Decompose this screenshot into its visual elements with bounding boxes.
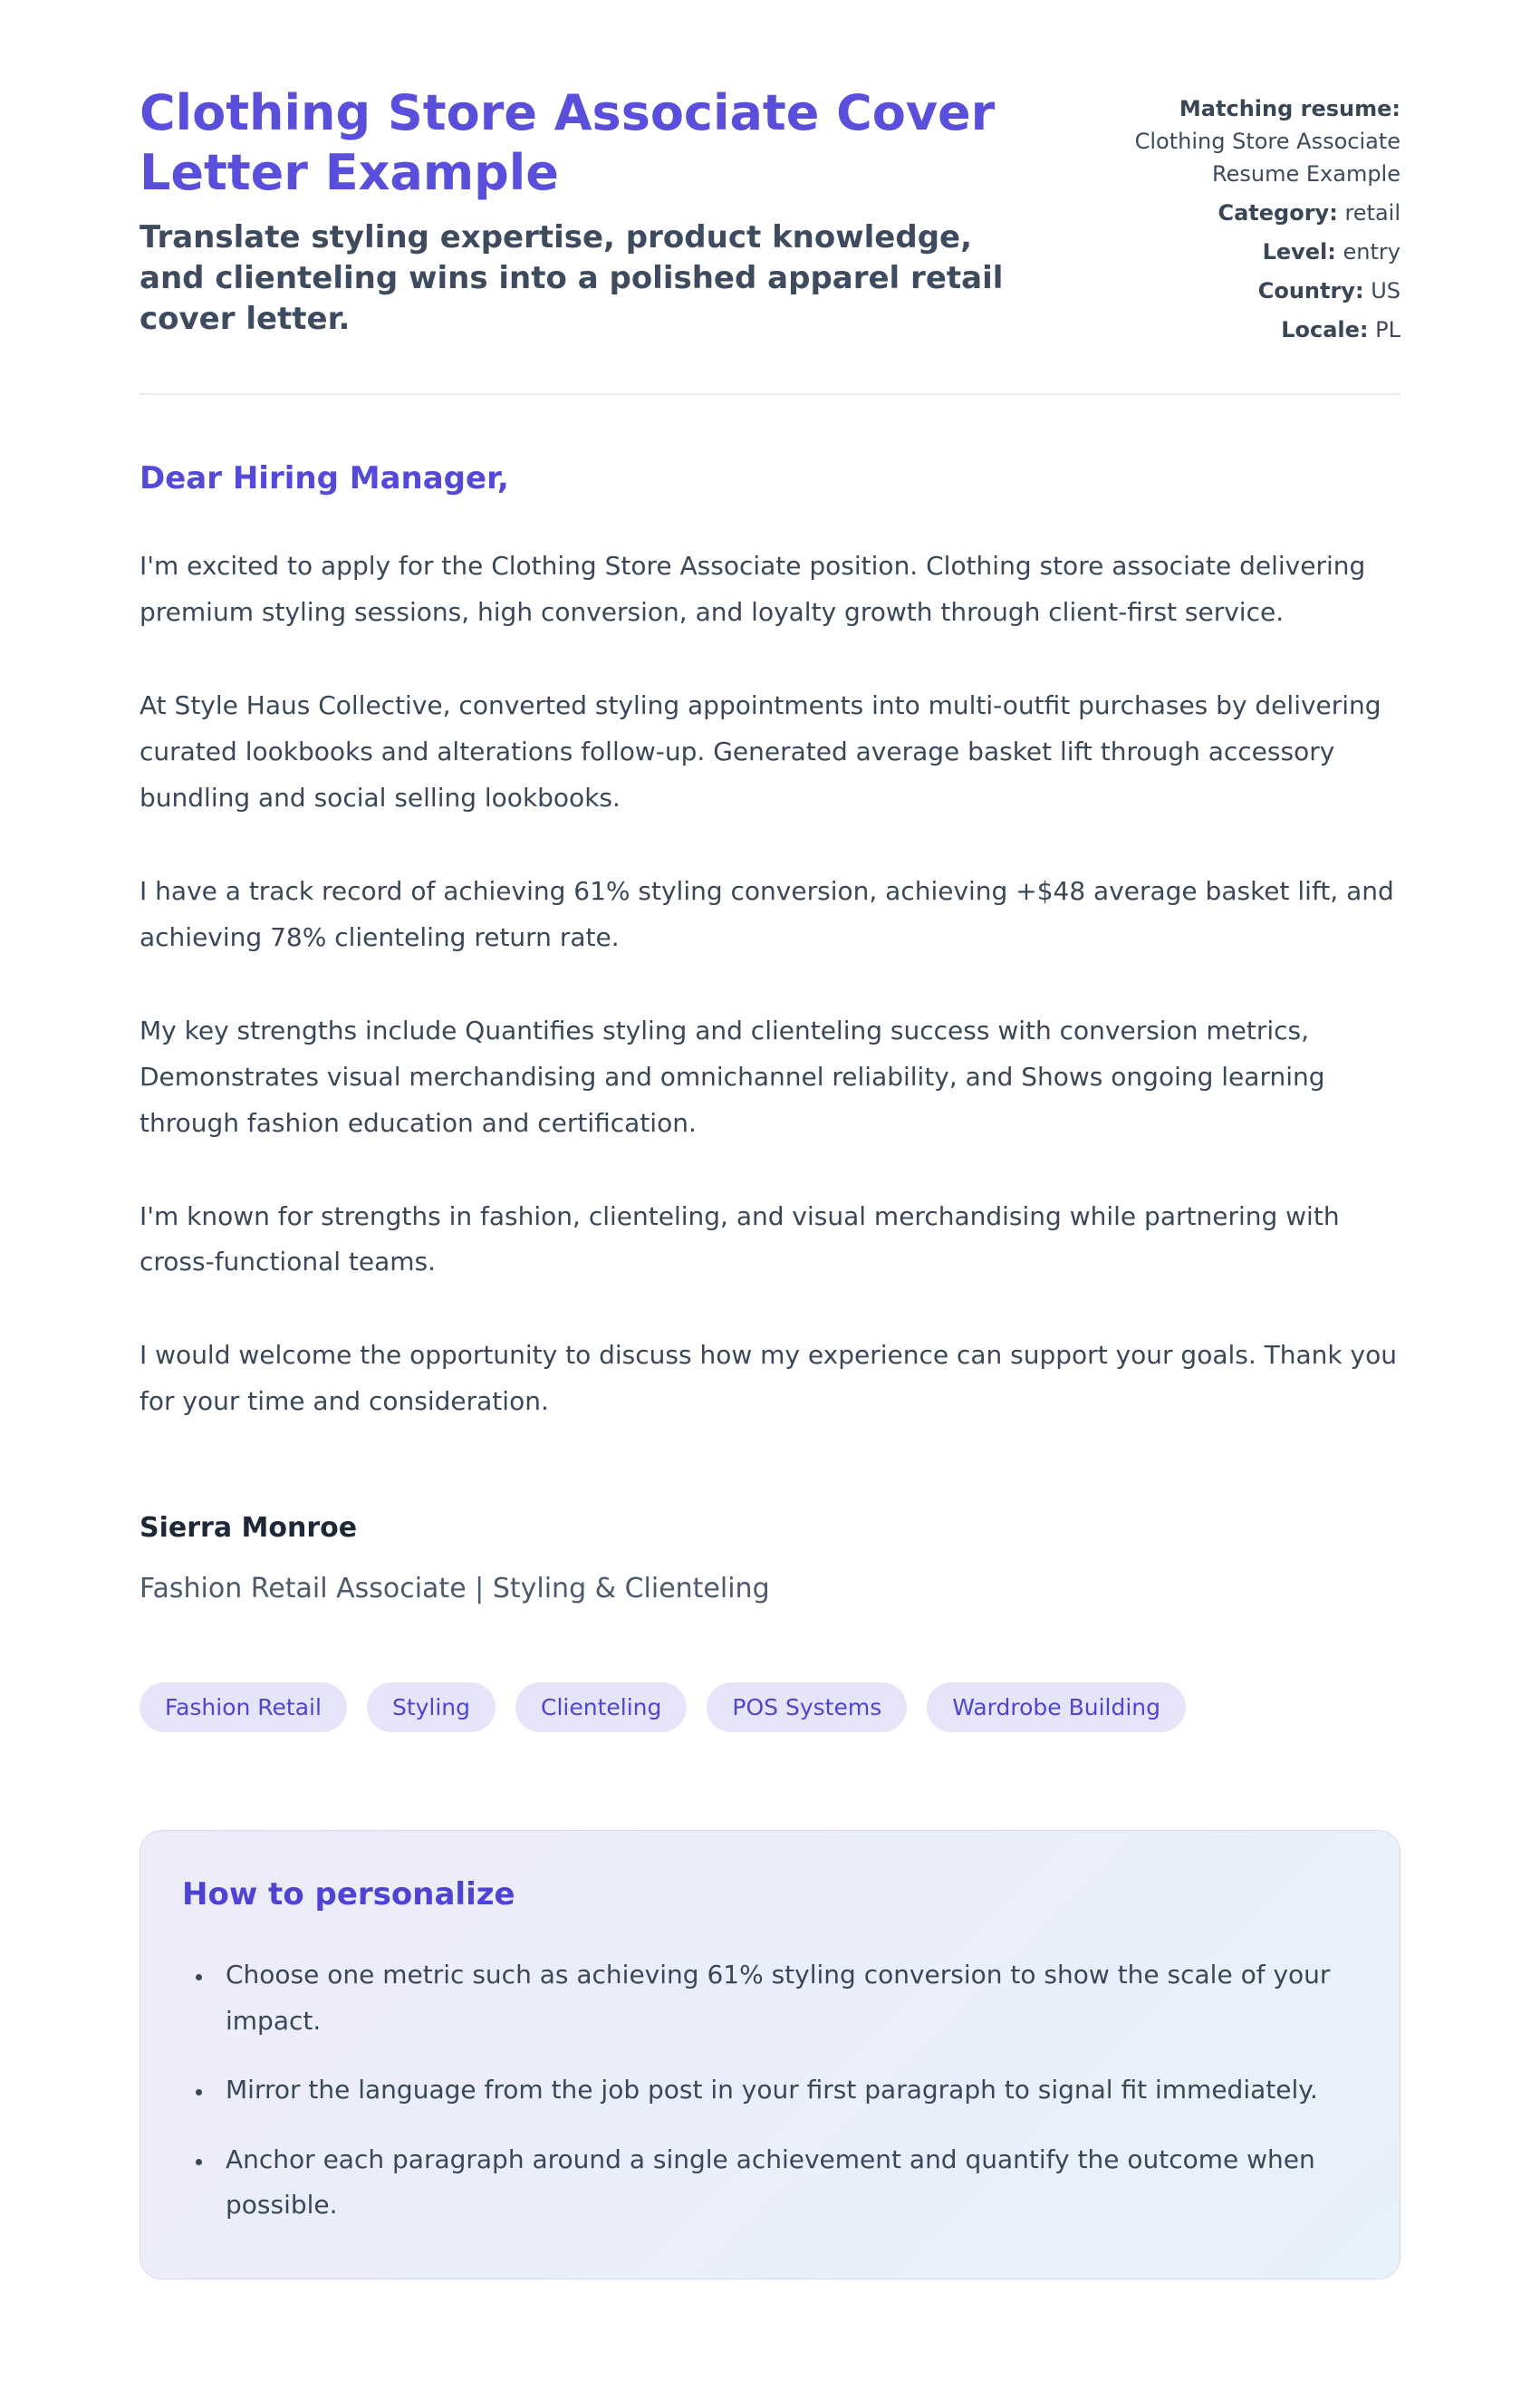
skill-tags <box>140 1682 1400 1732</box>
meta-row-value: entry <box>1343 239 1400 265</box>
meta-row <box>1092 275 1400 307</box>
meta-row-label: Country: <box>1257 278 1364 303</box>
skill-tag-pill[interactable]: POS Systems <box>707 1682 907 1732</box>
page-title: Clothing Store Associate Cover Letter Example <box>140 84 996 201</box>
letter-greeting: Dear Hiring Manager, <box>140 460 509 496</box>
meta-row-label: Locale: <box>1281 317 1369 342</box>
matching-resume <box>1092 92 1400 190</box>
skill-tag-pill[interactable]: Styling <box>367 1682 496 1732</box>
meta-row-label: Category: <box>1218 200 1338 226</box>
skill-tag-pill[interactable]: Fashion Retail <box>140 1682 347 1732</box>
meta-row <box>1092 313 1400 346</box>
personalize-bullet: • Choose one metric such as achieving 61% styling conversion to show the scale of your impact. <box>215 1952 1349 2044</box>
personalize-bullet: • Mirror the language from the job post in your first paragraph to signal fit immediately. <box>215 2067 1349 2113</box>
meta-rows <box>1092 197 1400 346</box>
header-left <box>140 83 1064 339</box>
personalize-list <box>182 1952 1349 2228</box>
skill-tag-pill[interactable]: Wardrobe Building <box>927 1682 1186 1732</box>
signature-name: Sierra Monroe <box>140 1512 358 1545</box>
meta-row-value: retail <box>1344 200 1400 226</box>
letter-paragraph: I'm excited to apply for the Clothing Store Associate position. Clothing store associate delivering premium styling sessions, high conversion, and loyalty growth through client-first service. <box>140 551 1366 627</box>
meta-row-value: US <box>1371 278 1400 303</box>
personalize-title: How to personalize <box>182 1876 515 1913</box>
letter-paragraph: I'm known for strengths in fashion, clienteling, and visual merchandising while partnering with cross-functional teams. <box>140 1200 1340 1277</box>
skill-tag-pill[interactable]: Clienteling <box>515 1682 687 1732</box>
meta-row <box>1092 236 1400 268</box>
letter-paragraph: At Style Haus Collective, converted styling appointments into multi-outfit purchases by delivering curated lookbooks and alterations follow-up. Generated average basket lift through accessory bundling and social selling lookbooks. <box>140 689 1381 813</box>
meta-row-value: PL <box>1375 317 1400 342</box>
letter-paragraph: I would welcome the opportunity to discuss how my experience can support your goals. Thank you for your time and consideration. <box>140 1340 1397 1417</box>
signature-role: Fashion Retail Associate | Styling & Clienteling <box>140 1573 770 1605</box>
page-container <box>140 83 1400 2279</box>
letter-body <box>140 460 1400 2279</box>
header <box>140 83 1400 346</box>
header-divider <box>140 393 1400 395</box>
letter-paragraph: I have a track record of achieving 61% styling conversion, achieving +$48 average basket lift, and achieving 78% clienteling return rate. <box>140 875 1394 952</box>
matching-resume-label: Matching resume: <box>1179 96 1400 121</box>
meta-row <box>1092 197 1400 229</box>
letter-paragraph: My key strengths include Quantifies styling and clienteling success with conversion metrics, Demonstrates visual merchandising and omnichannel reliability, and Shows ongoing learning through fashion education and certification. <box>140 1015 1325 1138</box>
page-subtitle: Translate styling expertise, product knowledge, and clienteling wins into a polished apparel retail cover letter. <box>140 218 1004 337</box>
personalize-box <box>140 1830 1400 2279</box>
personalize-bullet: • Anchor each paragraph around a single achievement and quantify the outcome when possible. <box>215 2137 1349 2229</box>
matching-resume-value: Clothing Store Associate Resume Example <box>1134 129 1400 187</box>
meta-panel <box>1092 83 1400 346</box>
letter-paragraphs <box>140 544 1400 1425</box>
meta-row-label: Level: <box>1262 239 1336 265</box>
